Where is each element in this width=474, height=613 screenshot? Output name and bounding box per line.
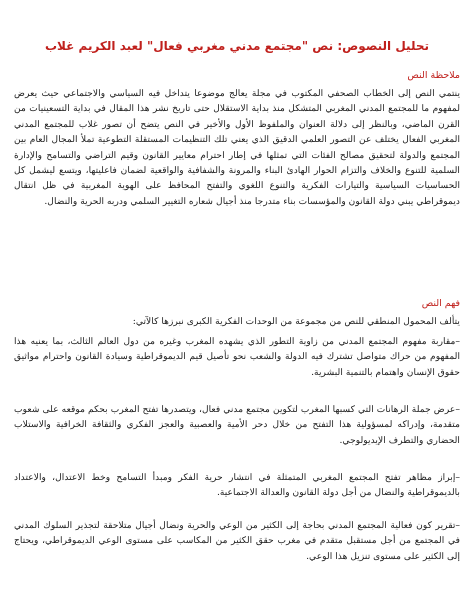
paragraph-point-4: –تقرير كون فعالية المجتمع المدني بحاجة إلى الكثير من الوعي والحرية ونضال أجيال متلاحقة لتجذير السلوك المدني في المجتمع من أجل مستقبل متقدم في مغرب حقق الكثير من المكاسب على مستوى الوعي الديموقراطي، ويحتاج إلى الكثير على مستوى تنزيل هذا الوعي.	[14, 520, 460, 562]
paragraph-intro: يتألف المحمول المنطقي للنص من مجموعة من الوحدات الفكرية الكبرى نبرزها كالآتي:	[132, 316, 460, 327]
paragraph-point-3: –إبراز مظاهر تفتح المجتمع المغربي المتمثلة في انتشار حرية الفكر ومبدأ التسامح وخط الاعتدال، والاعتداد بالديموقراطية والنضال من أجل دولة القانون والعدالة الاجتماعية.	[14, 472, 460, 499]
paragraph-point-1: –مقاربة مفهوم المجتمع المدني من زاوية التطور الذي يشهده المغرب وغيره من دول العالم الثالث، بما يعنيه هذا المفهوم من حراك متواصل تشترك فيه الدولة والشعب نحو تأصيل قيم الديموقراطية وسيادة القانون واحترام مواثيق حقوق الإنسان واهتمام بالتنمية البشرية.	[14, 336, 460, 378]
paragraph-observation: ينتمي النص إلى الخطاب الصحفي المكتوب في مجلة يعالج موضوعا يتداخل فيه السياسي والاجتماعي حيث يعرض لمفهوم ما للمجتمع المدني المغربي المتشكل منذ بداية الاستقلال حتى تاريخ نشر هذا المقال في بداية التسعينيات من القرن الماضي، وبالنظر إلى دلالة العنوان والملفوظ الأول والأخير في النص يتضح أن تصور غلاب للمجتمع المدني المغربي الفعال يختلف عن التصور العلمي الدقيق الذي يعني تلك التنظيمات المستقلة التطوعية تملأ المجال العام بين المجتمع والدولة لتحقيق مصالح الفئات التي تمثلها في إطار احترام معايير القانون وقيم التراضي والتسامح والإدارة السلمية للتنوع والخلاف والتزام الحوار الهادئ البناء والمرونة والشفافية والواقعية لضمان فاعليتها، ويتسع ليشمل كل الحساسيات السياسية والتيارات الفكرية والتنوع اللغوي والتفتح المحافظ على الهوية المغربية في ظل انتقال ديموقراطي يبني دولة القانون والمؤسسات بناء متدرجا منذ أجيال شعاره التغيير السلمي ودربه الحرية والنضال.	[14, 88, 460, 207]
section-heading-observation: ملاحظة النص	[407, 70, 460, 81]
page-title: تحليل النصوص: نص "مجتمع مدني مغربي فعال" لعبد الكريم غلاب	[45, 39, 429, 53]
section-heading-understanding: فهم النص	[421, 298, 460, 309]
paragraph-point-2: –عرض جملة الرهانات التي كسبها المغرب لتكوين مجتمع مدني فعال، ويتصدرها تفتح المغرب بحكم موقعه على شعوب متقدمة، وإدراكه لمسؤولية هذا التفتح من خلال دحر الأمية والعصبية والعجز الفكري والثقافة الخرافية والاستلاب الحضاري والتطرف الإيديولوجي.	[14, 404, 460, 446]
